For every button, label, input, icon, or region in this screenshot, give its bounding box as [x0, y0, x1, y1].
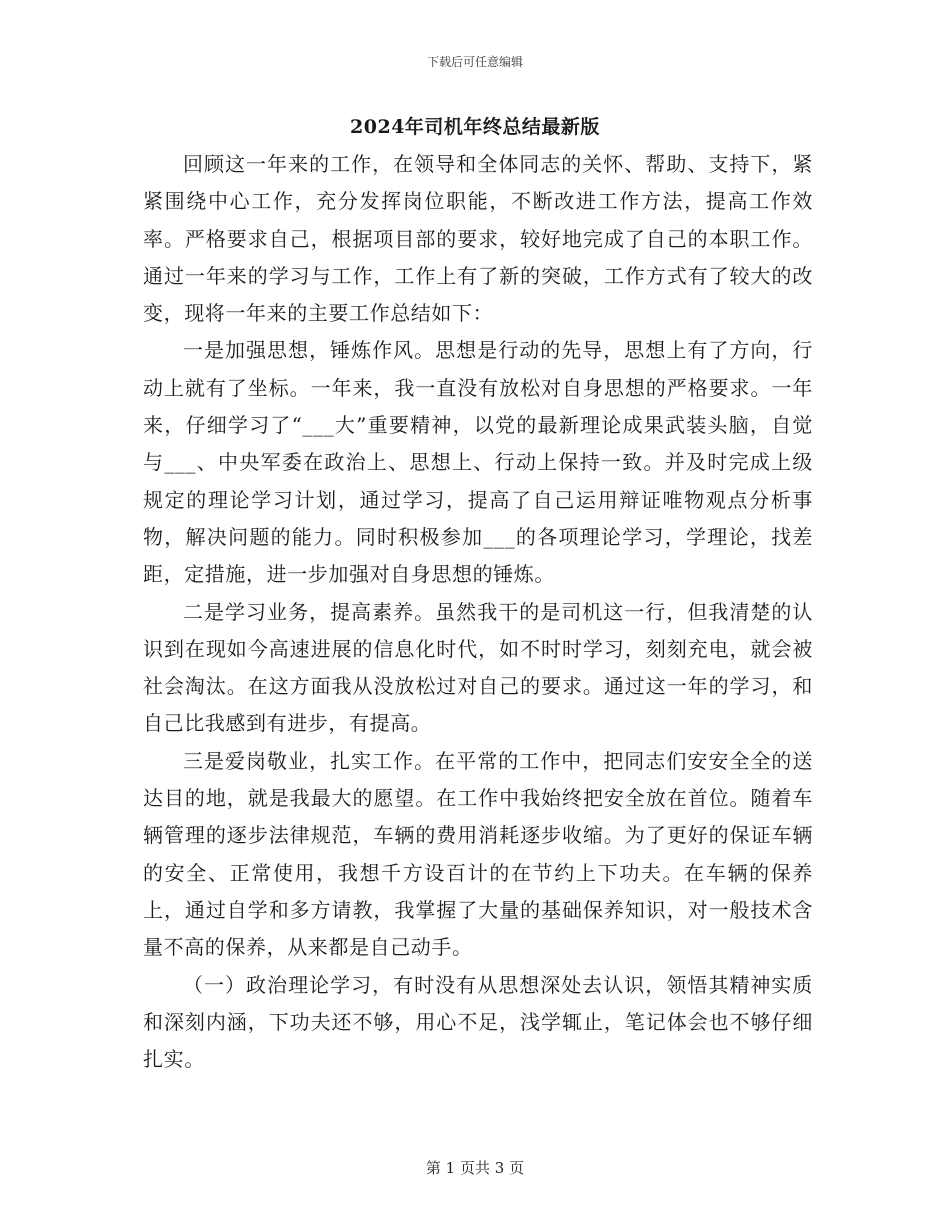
paragraph-thought: 一是加强思想，锤炼作风。思想是行动的先导，思想上有了方向，行动上就有了坐标。一年来，我一直没有放松对自身思想的严格要求。一年来，仔细学习了“___大”重要精神，以党的最新理论成果武装头脑，自觉与___、中央军委在政治上、思想上、行动上保持一致。并及时完成上级规定的理论学习计划，通过学习，提高了自己运用辩证唯物观点分析事物，解决问题的能力。同时积极参加___的各项理论学习，学理论，找差距，定措施，进一步加强对自身思想的锤炼。: [143, 338, 813, 587]
paragraph-work: 三是爱岗敬业，扎实工作。在平常的工作中，把同志们安安全全的送达目的地，就是我最大的愿望。在工作中我始终把安全放在首位。随着车辆管理的逐步法律规范，车辆的费用消耗逐步收缩。为了更好的保证车辆的安全、正常使用，我想千方设百计的在节约上下功夫。在车辆的保养上，通过自学和多方请教，我掌握了大量的基础保养知识，对一般技术含量不高的保养，从来都是自己动手。: [143, 748, 813, 960]
page-indicator: 第 1 页共 3 页: [425, 1159, 525, 1177]
paragraph-intro: 回顾这一年来的工作，在领导和全体同志的关怀、帮助、支持下，紧紧围绕中心工作，充分发挥岗位职能，不断改进工作方法，提高工作效率。严格要求自己，根据项目部的要求，较好地完成了自己的本职工作。通过一年来的学习与工作，工作上有了新的突破，工作方式有了较大的改变，现将一年来的主要工作总结如下：: [143, 152, 813, 326]
download-note: 下载后可任意编辑: [426, 55, 523, 69]
paragraph-study: 二是学习业务，提高素养。虽然我干的是司机这一行，但我清楚的认识到在现如今高速进展的信息化时代，如不时时学习，刻刻充电，就会被社会淘汰。在这方面我从没放松过对自己的要求。通过这一年的学习，和自己比我感到有进步，有提高。: [143, 599, 813, 736]
document-body: [143, 146, 813, 1078]
document-title: 2024年司机年终总结最新版: [350, 116, 600, 138]
paragraph-shortcoming: （一）政治理论学习，有时没有从思想深处去认识，领悟其精神实质和深刻内涵，下功夫还不够，用心不足，浅学辄止，笔记体会也不够仔细扎实。: [143, 972, 813, 1072]
